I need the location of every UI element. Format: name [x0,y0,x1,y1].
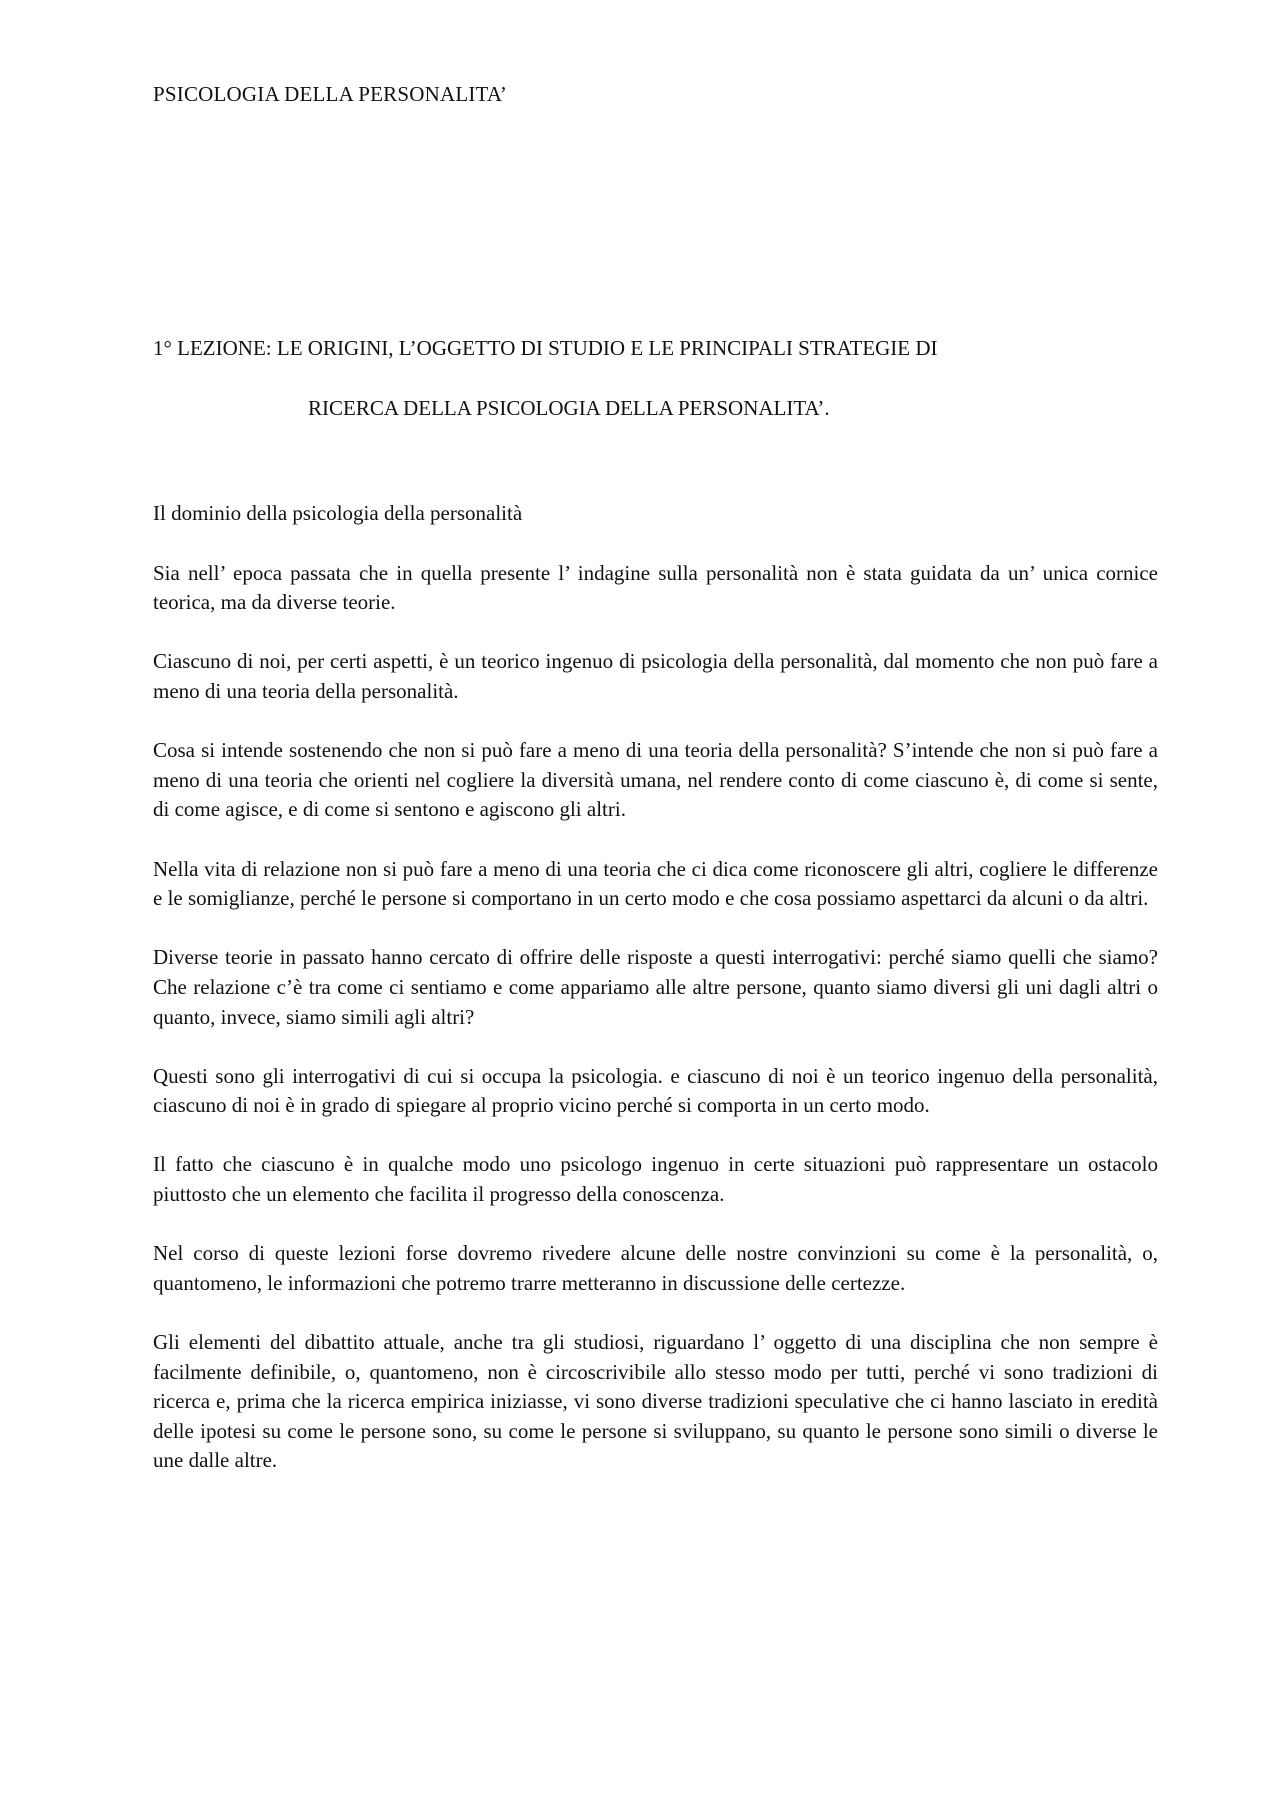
paragraph-5: Diverse teorie in passato hanno cercato di offrire delle risposte a questi interrogativi: perché siamo quelli che siamo? Che relazione c’è tra come ci sentiamo e come appariamo alle altre persone, quanto siamo diversi gli uni dagli altri o quanto, invece, siamo simili agli altri? [153,945,1158,1029]
paragraph-9: Gli elementi del dibattito attuale, anche tra gli studiosi, riguardano l’ oggetto di una disciplina che non sempre è facilmente definibile, o, quantomeno, non è circoscrivibile allo stesso modo per tutti, perché vi sono tradizioni di ricerca e, prima che la ricerca empirica iniziasse, vi sono diverse tradizioni speculative che ci hanno lasciato in eredità delle ipotesi su come le persone sono, su come le persone si sviluppano, su quanto le persone sono simili o diverse le une dalle altre. [153,1330,1158,1473]
paragraph-4: Nella vita di relazione non si può fare a meno di una teoria che ci dica come riconoscere gli altri, cogliere le differenze e le somiglianze, perché le persone si comportano in un certo modo e che cosa possiamo aspettarci da alcuni o da altri. [153,856,1158,911]
paragraph-8: Nel corso di queste lezioni forse dovremo rivedere alcune delle nostre convinzioni su come è la personalità, o, quantomeno, le informazioni che potremo trarre metteranno in discussione delle certezze. [153,1241,1158,1295]
lesson-title-line-2: RICERCA DELLA PSICOLOGIA DELLA PERSONALITA’. [308,396,830,420]
paragraph-6: Questi sono gli interrogativi di cui si occupa la psicologia. e ciascuno di noi è un teorico ingenuo della personalità, ciascuno di noi è in grado di spiegare al proprio vicino perché si comporta in un certo modo. [153,1063,1158,1118]
paragraph-1: Sia nell’ epoca passata che in quella presente l’ indagine sulla personalità non è stata guidata da un’ unica cornice teorica, ma da diverse teorie. [153,560,1158,615]
paragraph-2: Ciascuno di noi, per certi aspetti, è un teorico ingenuo di psicologia della personalità, dal momento che non può fare a meno di una teoria della personalità. [153,649,1158,703]
lesson-title-line-1: 1° LEZIONE: LE ORIGINI, L’OGGETTO DI STUDIO E LE PRINCIPALI STRATEGIE DI [153,336,938,360]
paragraph-7: Il fatto che ciascuno è in qualche modo uno psicologo ingenuo in certe situazioni può rappresentare un ostacolo piuttosto che un elemento che facilita il progresso della conoscenza. [153,1152,1158,1207]
section-heading: Il dominio della psicologia della personalità [153,501,523,525]
paragraph-3: Cosa si intende sostenendo che non si può fare a meno di una teoria della personalità? S’intende che non si può fare a meno di una teoria che orienti nel cogliere la diversità umana, nel rendere conto di come ciascuno è, di come si sente, di come agisce, e di come si sentono e agiscono gli altri. [153,738,1158,822]
section-body [153,499,1158,1506]
running-title: PSICOLOGIA DELLA PERSONALITA’ [153,82,508,106]
lesson-title [153,318,1163,438]
